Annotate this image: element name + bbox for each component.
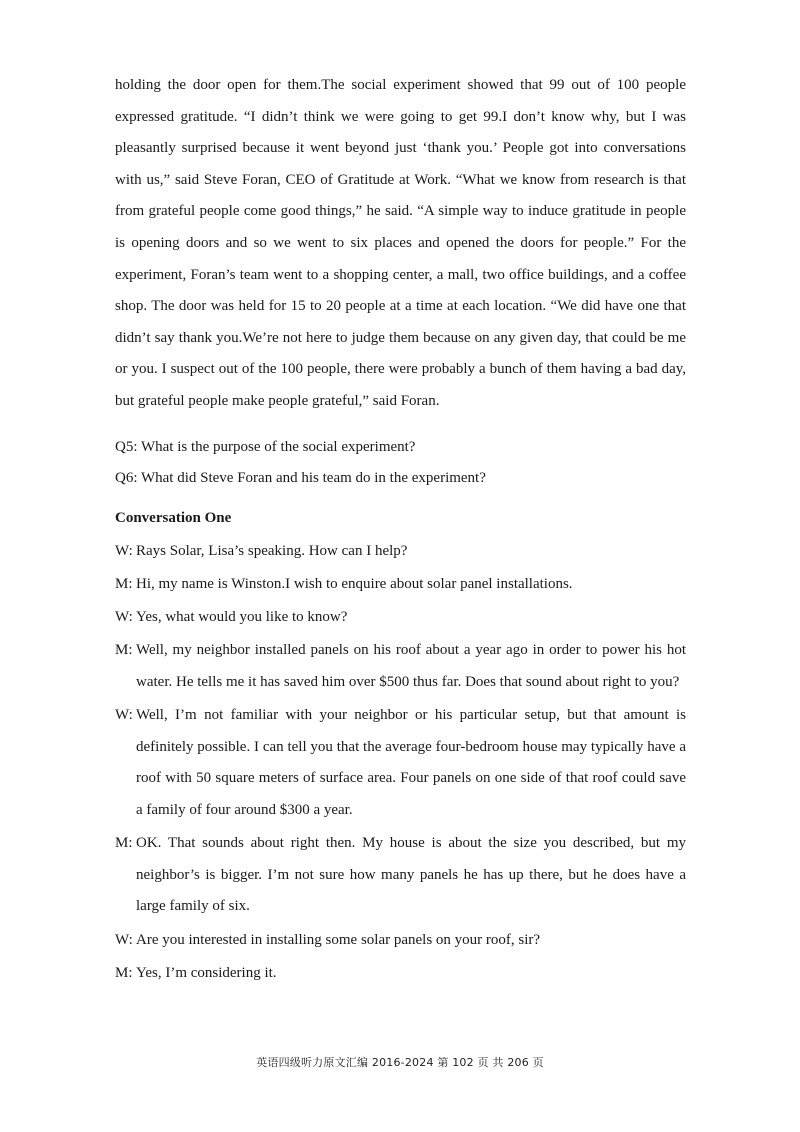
question-6: Q6: What did Steve Foran and his team do in the experiment? bbox=[115, 470, 486, 487]
speaker-label: W: bbox=[115, 609, 133, 626]
speaker-label: M: bbox=[115, 576, 133, 593]
turn-text: OK. That sounds about right then. My house is about the size you described, but my neighbor’s is bigger. I’m not sure how many panels he has up there, but he does have a large family of six. bbox=[136, 835, 686, 915]
turn-text: Rays Solar, Lisa’s speaking. How can I help? bbox=[136, 542, 408, 559]
dialogue-turn bbox=[115, 925, 686, 957]
turn-text: Yes, I’m considering it. bbox=[136, 964, 277, 981]
turn-text: Yes, what would you like to know? bbox=[136, 609, 348, 626]
turn-text: Well, I’m not familiar with your neighbor or his particular setup, but that amount is definitely possible. I can tell you that the average four-bedroom house may typically have a roof with 50 square meters of surface area. Four panels on one side of that roof could save a family of four around $300 a year. bbox=[136, 707, 686, 819]
turn-text: Well, my neighbor installed panels on his roof about a year ago in order to power his hot water. He tells me it has saved him over $500 thus far. Does that sound about right to you? bbox=[136, 642, 686, 691]
turn-text: Hi, my name is Winston.I wish to enquire about solar panel installations. bbox=[136, 576, 573, 593]
speaker-label: M: bbox=[115, 642, 133, 659]
speaker-label: W: bbox=[115, 931, 133, 948]
conversation-transcript bbox=[115, 536, 686, 989]
page-footer: 英语四级听力原文汇编 2016-2024 第 102 页 共 206 页 bbox=[256, 1056, 544, 1069]
document-page bbox=[115, 70, 686, 989]
dialogue-turn bbox=[115, 602, 686, 634]
dialogue-turn bbox=[115, 958, 686, 990]
dialogue-turn bbox=[115, 828, 686, 923]
dialogue-turn bbox=[115, 536, 686, 568]
passage-paragraph: holding the door open for them.The social experiment showed that 99 out of 100 people expressed gratitude. “I didn’t think we were going to get 99.I don’t know why, but I was pleasantly surprised because it went beyond just ‘thank you.’ People got into conversations with us,” said Steve Foran, CEO of Gratitude at Work. “What we know from research is that from grateful people come good things,” he said. “A simple way to induce gratitude in people is opening doors and so we went to six places and opened the doors for people.” For the experiment, Foran’s team went to a shopping center, a mall, two office buildings, and a coffee shop. The door was held for 15 to 20 people at a time at each location. “We did have one that didn’t say thank you.We’re not here to judge them because on any given day, that could be me or you. I suspect out of the 100 people, there were probably a bunch of them having a bad day, but grateful people make people grateful,” said Foran. bbox=[115, 77, 686, 409]
speaker-label: W: bbox=[115, 707, 133, 724]
dialogue-turn bbox=[115, 569, 686, 601]
dialogue-turn bbox=[115, 700, 686, 826]
section-heading: Conversation One bbox=[115, 509, 232, 526]
speaker-label: M: bbox=[115, 835, 133, 852]
speaker-label: W: bbox=[115, 542, 133, 559]
turn-text: Are you interested in installing some solar panels on your roof, sir? bbox=[136, 931, 541, 948]
question-5: Q5: What is the purpose of the social experiment? bbox=[115, 438, 416, 455]
dialogue-turn bbox=[115, 635, 686, 698]
speaker-label: M: bbox=[115, 964, 133, 981]
